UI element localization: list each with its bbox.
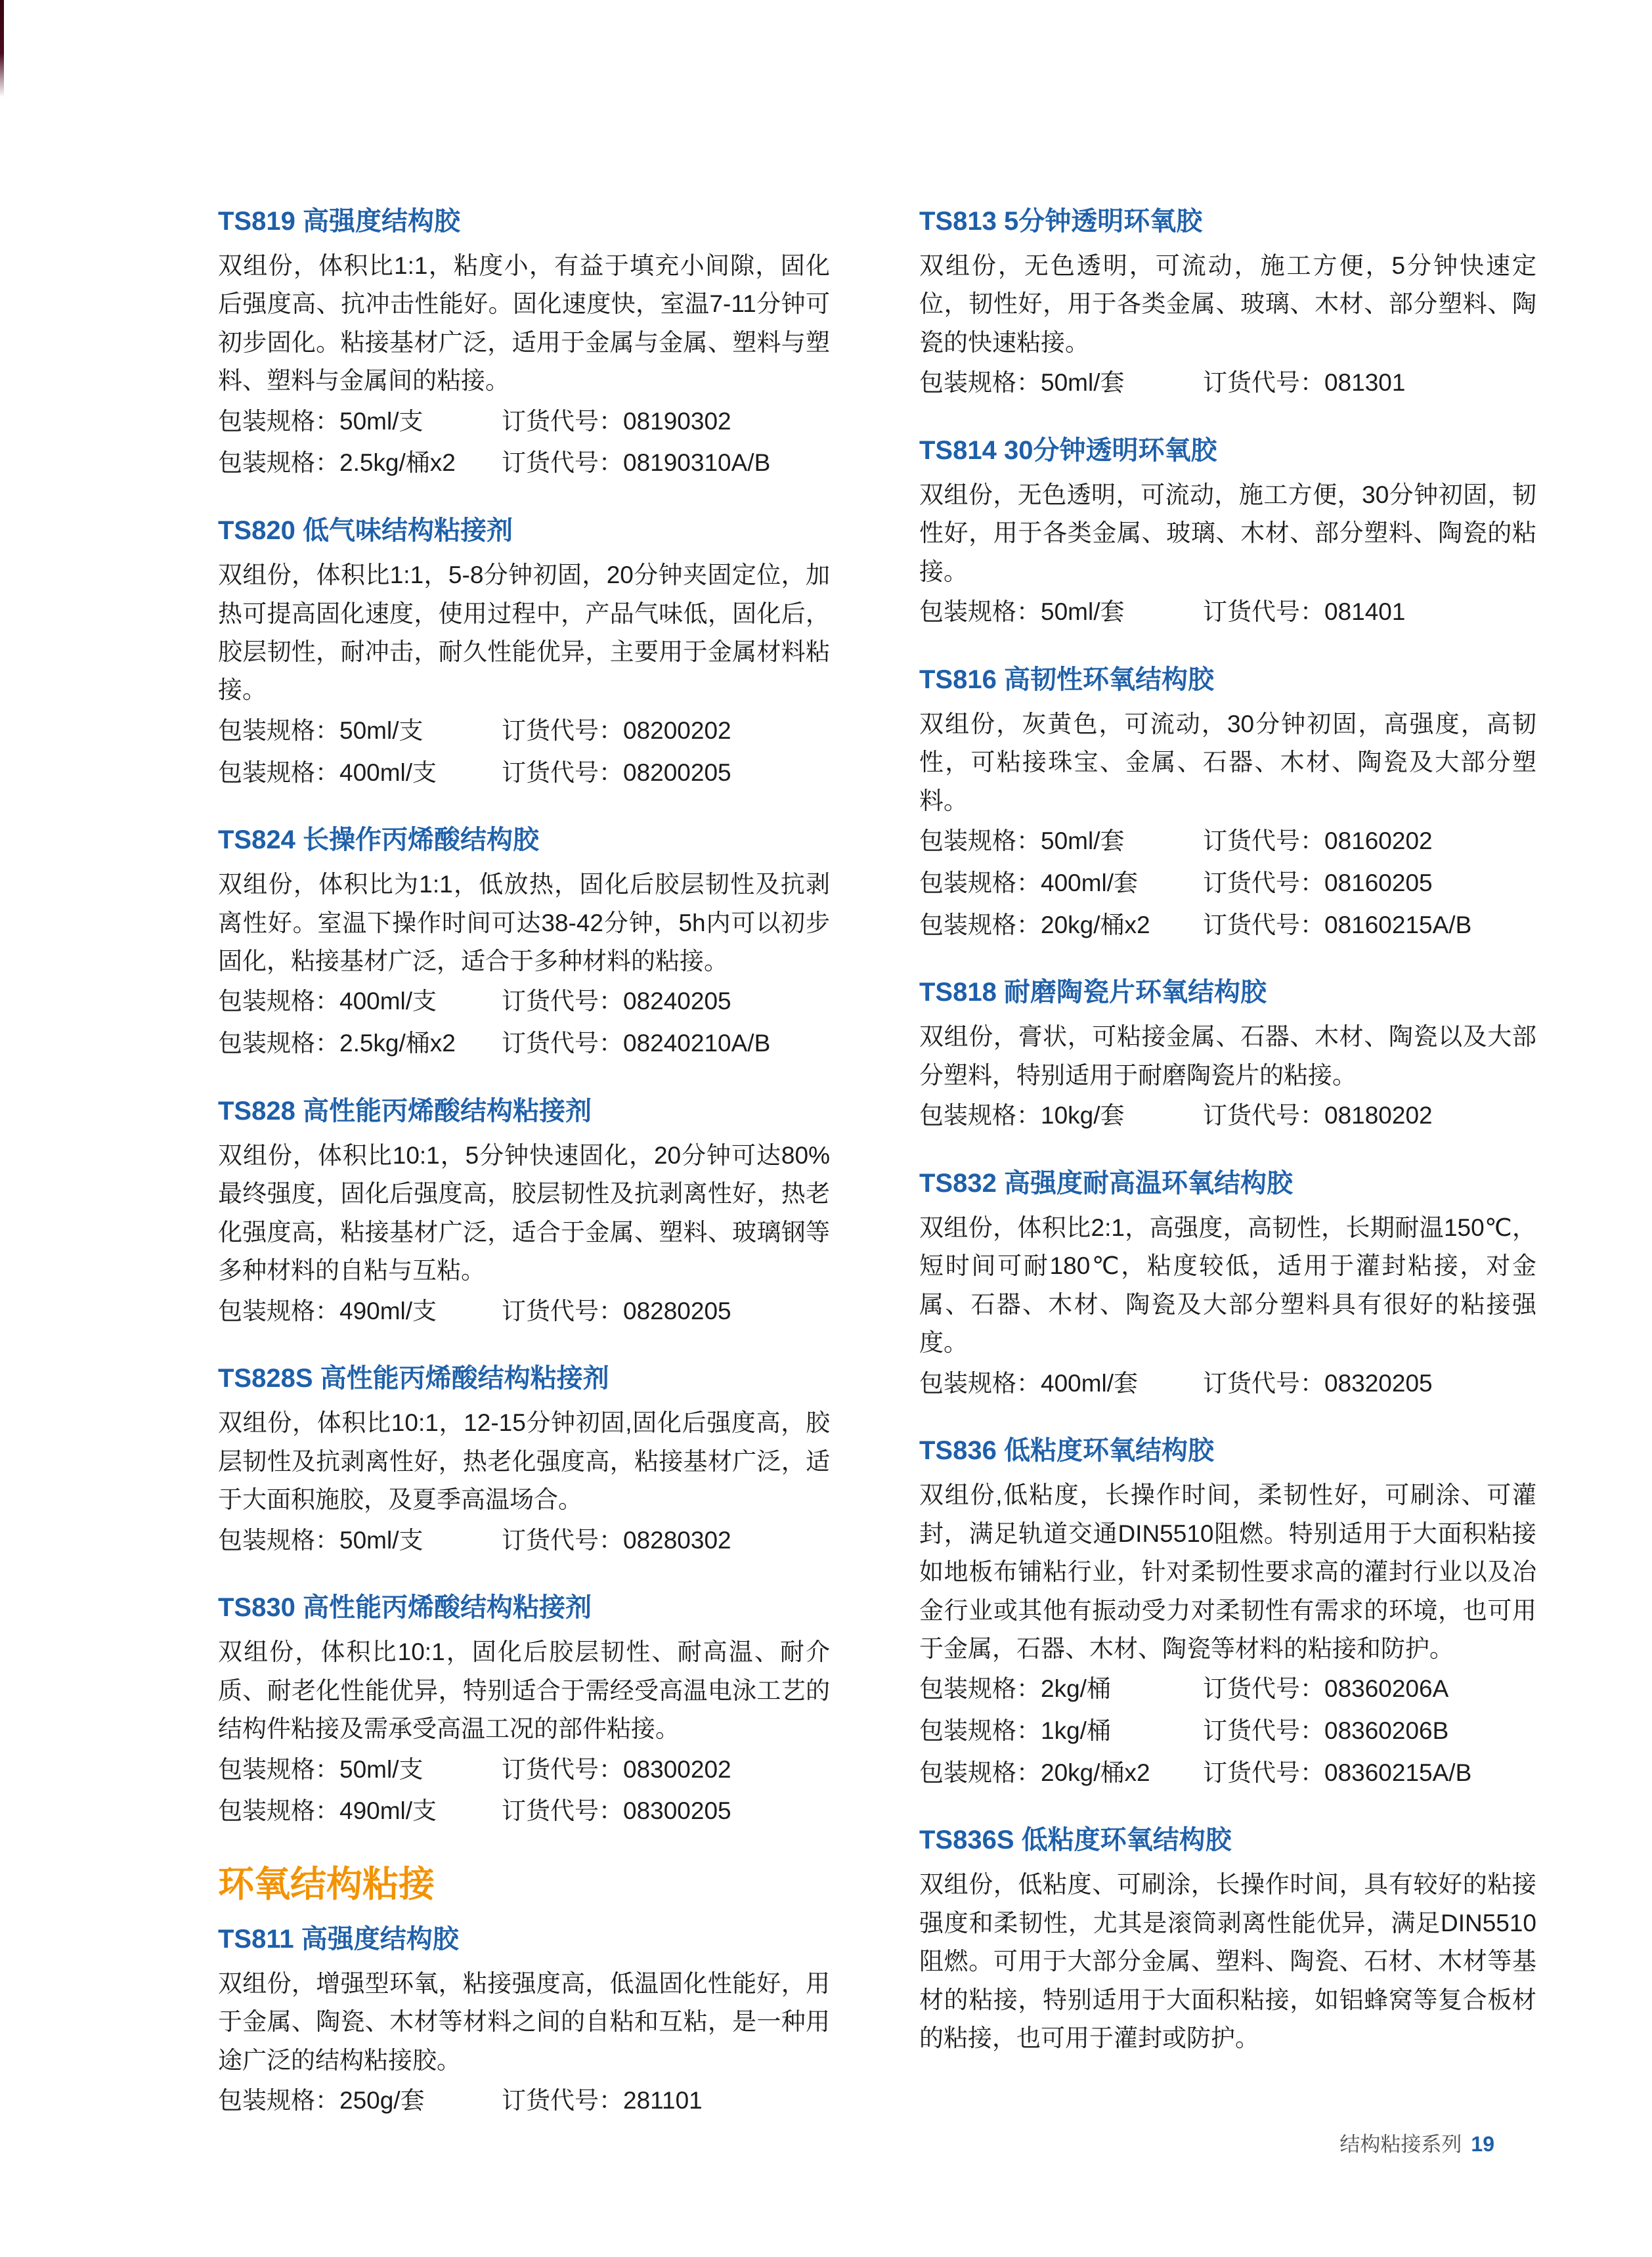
pack-spec: 包装规格：10kg/套 xyxy=(919,1102,1125,1129)
product-description: 双组份，体积比10:1，固化后胶层韧性、耐高温、耐介质、耐老化性能优异，特别适合于需经受高温电泳工艺的结构件粘接及需承受高温工况的部件粘接。 xyxy=(218,1638,830,1743)
spec-row xyxy=(919,1752,1536,1794)
product-title: TS816 高韧性环氧结构胶 xyxy=(919,665,1214,694)
order-code: 订货代号：08300202 xyxy=(502,1755,731,1783)
spec-row xyxy=(919,1668,1536,1710)
pack-spec: 包装规格：1kg/桶 xyxy=(919,1717,1111,1745)
product-description: 双组份，体积比为1:1，低放热，固化后胶层韧性及抗剥离性好。室温下操作时间可达38-42分钟，5h内可以初步固化，粘接基材广泛，适合于多种材料的粘接。 xyxy=(218,871,830,975)
order-code: 订货代号：08200202 xyxy=(502,716,731,744)
product-description: 双组份，体积比10:1，12-15分钟初固,固化后强度高，胶层韧性及抗剥离性好，热老化强度高，粘接基材广泛，适于大面积施胶，及夏季高温场合。 xyxy=(218,1409,830,1514)
order-code: 订货代号：281101 xyxy=(502,2087,703,2115)
order-code: 订货代号：08240210A/B xyxy=(502,1030,771,1057)
spec-row xyxy=(919,820,1536,862)
right-column xyxy=(919,205,1536,2088)
order-code: 订货代号：08160202 xyxy=(1203,827,1433,855)
product-description: 双组份，膏状，可粘接金属、石器、木材、陶瓷以及大部分塑料，特别适用于耐磨陶瓷片的粘接。 xyxy=(919,1023,1536,1089)
product-title: TS818 耐磨陶瓷片环氧结构胶 xyxy=(919,978,1267,1007)
spec-row xyxy=(218,980,830,1022)
pack-spec: 包装规格：50ml/套 xyxy=(919,598,1125,626)
product-title: TS811 高强度结构胶 xyxy=(218,1924,459,1954)
pack-spec: 包装规格：2kg/桶 xyxy=(919,1675,1111,1703)
product-description: 双组份，体积比10:1，5分钟快速固化，20分钟可达80%最终强度，固化后强度高，胶层韧性及抗剥离性好，热老化强度高，粘接基材广泛，适合于金属、塑料、玻璃钢等多种材料的自粘与互粘。 xyxy=(218,1141,830,1284)
pack-spec: 包装规格：250g/套 xyxy=(218,2087,425,2115)
product-block-ts819 xyxy=(218,205,830,484)
product-block-ts820 xyxy=(218,514,830,793)
product-block-ts836s xyxy=(919,1824,1536,2057)
product-block-ts836 xyxy=(919,1434,1536,1793)
spec-row xyxy=(218,2080,830,2122)
spec-row xyxy=(919,904,1536,946)
pack-spec: 包装规格：50ml/支 xyxy=(218,716,424,744)
pack-spec: 包装规格：2.5kg/桶x2 xyxy=(218,449,456,477)
footer-series-label: 结构粘接系列 xyxy=(1339,2133,1462,2156)
product-block-ts818 xyxy=(919,976,1536,1137)
pack-spec: 包装规格：50ml/支 xyxy=(218,407,424,435)
pack-spec: 包装规格：20kg/桶x2 xyxy=(919,911,1150,938)
order-code: 订货代号：081301 xyxy=(1203,369,1406,397)
product-block-ts814 xyxy=(919,434,1536,633)
pack-spec: 包装规格：50ml/套 xyxy=(919,369,1125,397)
product-title: TS828 高性能丙烯酸结构粘接剂 xyxy=(218,1096,592,1126)
spec-row xyxy=(218,752,830,794)
pack-spec: 包装规格：400ml/支 xyxy=(218,988,437,1015)
pack-spec: 包装规格：50ml/套 xyxy=(919,827,1125,855)
product-block-ts828s xyxy=(218,1362,830,1561)
product-title: TS830 高性能丙烯酸结构粘接剂 xyxy=(218,1593,592,1623)
spec-row xyxy=(919,1095,1536,1137)
spec-row xyxy=(218,1290,830,1332)
pack-spec: 包装规格：20kg/桶x2 xyxy=(919,1759,1150,1786)
spec-row xyxy=(919,591,1536,633)
product-block-ts832 xyxy=(919,1167,1536,1404)
product-block-ts811 xyxy=(218,1923,830,2122)
left-column xyxy=(218,205,830,2152)
product-description: 双组份，体积比2:1，高强度，高韧性，长期耐温150℃，短时间可耐180℃，粘度较低，适用于灌封粘接，对金属、石器、木材、陶瓷及大部分塑料具有很好的粘接强度。 xyxy=(919,1214,1536,1357)
product-description: 双组份，体积比1:1，粘度小，有益于填充小间隙，固化后强度高、抗冲击性能好。固化速度快，室温7-11分钟可初步固化。粘接基材广泛，适用于金属与金属、塑料与塑料、塑料与金属间的粘接。 xyxy=(218,252,830,395)
product-title: TS814 30分钟透明环氧胶 xyxy=(919,435,1217,465)
order-code: 订货代号：081401 xyxy=(1203,598,1406,626)
product-block-ts830 xyxy=(218,1591,830,1832)
product-description: 双组份，增强型环氧，粘接强度高，低温固化性能好，用于金属、陶瓷、木材等材料之间的自粘和互粘，是一种用途广泛的结构粘接胶。 xyxy=(218,1969,830,2074)
product-title: TS813 5分钟透明环氧胶 xyxy=(919,207,1203,236)
spec-row xyxy=(919,862,1536,904)
order-code: 订货代号：08160205 xyxy=(1203,869,1433,896)
spec-row xyxy=(919,1710,1536,1752)
pack-spec: 包装规格：490ml/支 xyxy=(218,1297,437,1325)
product-description: 双组份，无色透明，可流动，施工方便，30分钟初固，韧性好，用于各类金属、玻璃、木材、部分塑料、陶瓷的粘接。 xyxy=(919,481,1536,585)
section-heading-epoxy: 环氧结构粘接 xyxy=(218,1863,435,1904)
spec-row xyxy=(919,1363,1536,1405)
order-code: 订货代号：08320205 xyxy=(1203,1369,1433,1397)
spec-row xyxy=(218,1520,830,1562)
product-title: TS836S 低粘度环氧结构胶 xyxy=(919,1826,1232,1855)
spec-row xyxy=(218,1749,830,1791)
order-code: 订货代号：08190310A/B xyxy=(502,449,771,477)
spec-row xyxy=(919,362,1536,404)
product-block-ts828 xyxy=(218,1095,830,1332)
order-code: 订货代号：08180202 xyxy=(1203,1102,1433,1129)
order-code: 订货代号：08360215A/B xyxy=(1203,1759,1472,1786)
product-title: TS824 长操作丙烯酸结构胶 xyxy=(218,825,539,855)
pack-spec: 包装规格：50ml/支 xyxy=(218,1526,424,1554)
order-code: 订货代号：08300205 xyxy=(502,1797,731,1825)
spec-row xyxy=(218,401,830,443)
order-code: 订货代号：08280302 xyxy=(502,1526,731,1554)
product-description: 双组份,低粘度，长操作时间，柔韧性好，可刷涂、可灌封，满足轨道交通DIN5510阻燃。特别适用于大面积粘接如地板布铺粘行业，针对柔韧性要求高的灌封行业以及冶金行业或其他有振动受力对柔韧性有需求的环境，也可用于金属，石器、木材、陶瓷等材料的粘接和防护。 xyxy=(919,1481,1536,1662)
spec-row xyxy=(218,442,830,484)
footer-page-number: 19 xyxy=(1471,2132,1494,2156)
product-description: 双组份，低粘度、可刷涂，长操作时间，具有较好的粘接强度和柔韧性，尤其是滚筒剥离性能优异，满足DIN5510阻燃。可用于大部分金属、塑料、陶瓷、石材、木材等基材的粘接，特别适用于大面积粘接，如铝蜂窝等复合板材的粘接，也可用于灌封或防护。 xyxy=(919,1871,1536,2052)
product-description: 双组份，体积比1:1，5-8分钟初固，20分钟夹固定位，加热可提高固化速度，使用过程中，产品气味低，固化后，胶层韧性，耐冲击，耐久性能优异，主要用于金属材料粘接。 xyxy=(218,561,830,704)
order-code: 订货代号：08280205 xyxy=(502,1297,731,1325)
spec-row xyxy=(218,1022,830,1064)
order-code: 订货代号：08160215A/B xyxy=(1203,911,1472,938)
product-title: TS836 低粘度环氧结构胶 xyxy=(919,1436,1214,1466)
order-code: 订货代号：08360206A xyxy=(1203,1675,1449,1703)
order-code: 订货代号：08190302 xyxy=(502,407,731,435)
product-description: 双组份，无色透明，可流动，施工方便，5分钟快速定位，韧性好，用于各类金属、玻璃、木材、部分塑料、陶瓷的快速粘接。 xyxy=(919,252,1536,356)
spec-row xyxy=(218,710,830,752)
left-edge-accent-strip xyxy=(0,0,4,97)
product-block-ts813 xyxy=(919,205,1536,404)
pack-spec: 包装规格：50ml/支 xyxy=(218,1755,424,1783)
order-code: 订货代号：08200205 xyxy=(502,758,731,786)
product-description: 双组份，灰黄色，可流动，30分钟初固，高强度，高韧性，可粘接珠宝、金属、石器、木材、陶瓷及大部分塑料。 xyxy=(919,710,1536,814)
pack-spec: 包装规格：400ml/支 xyxy=(218,758,437,786)
pack-spec: 包装规格：490ml/支 xyxy=(218,1797,437,1825)
order-code: 订货代号：08360206B xyxy=(1203,1717,1449,1745)
product-title: TS832 高强度耐高温环氧结构胶 xyxy=(919,1168,1293,1198)
product-block-ts816 xyxy=(919,663,1536,946)
spec-row xyxy=(218,1790,830,1832)
pack-spec: 包装规格：2.5kg/桶x2 xyxy=(218,1030,456,1057)
pack-spec: 包装规格：400ml/套 xyxy=(919,1369,1139,1397)
page-footer xyxy=(1339,2128,1494,2157)
product-block-ts824 xyxy=(218,823,830,1064)
product-title: TS820 低气味结构粘接剂 xyxy=(218,516,513,546)
order-code: 订货代号：08240205 xyxy=(502,988,731,1015)
pack-spec: 包装规格：400ml/套 xyxy=(919,869,1139,896)
product-title: TS828S 高性能丙烯酸结构粘接剂 xyxy=(218,1364,609,1393)
product-title: TS819 高强度结构胶 xyxy=(218,207,460,236)
